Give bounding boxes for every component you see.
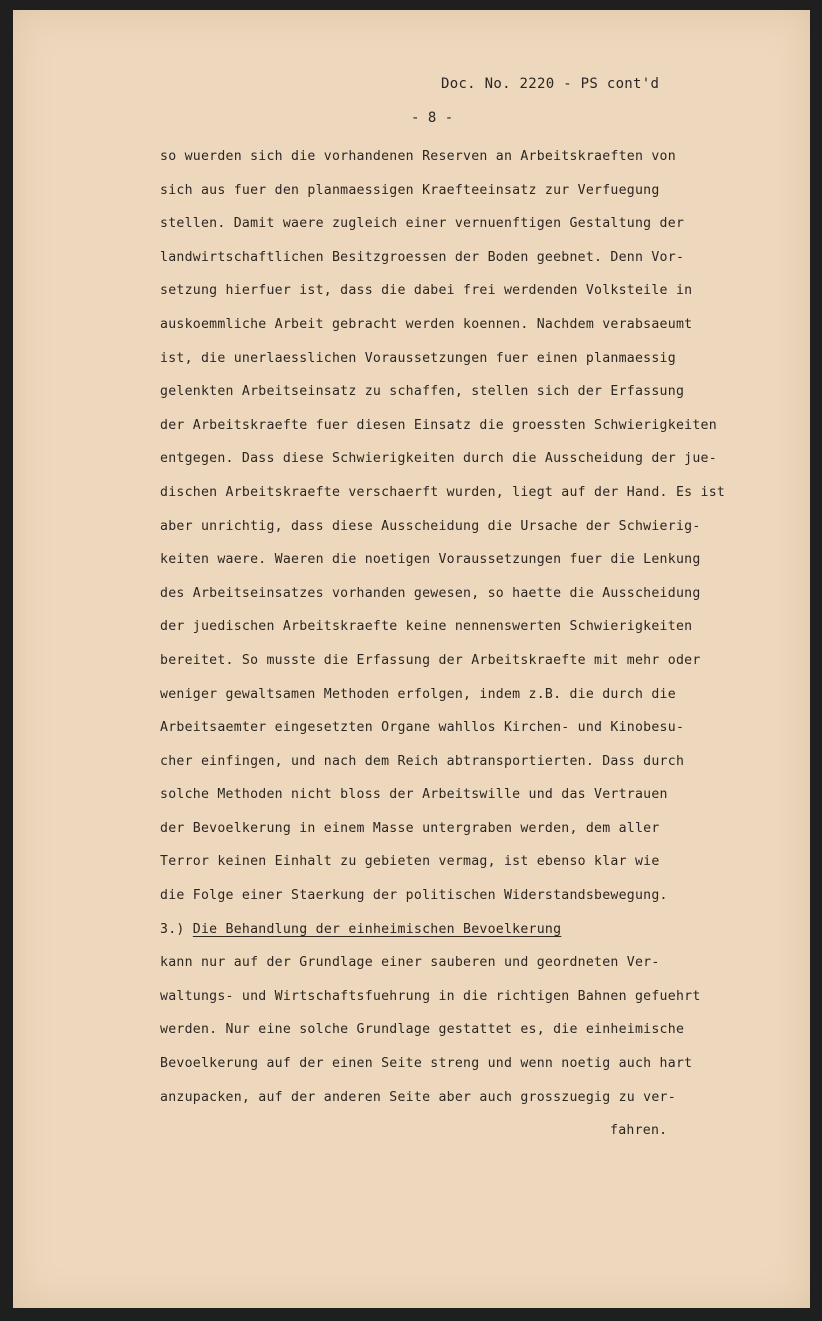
text-line: keiten waere. Waeren die noetigen Voraussetzungen fuer die Lenkung xyxy=(160,552,701,568)
text-line: der Bevoelkerung in einem Masse untergraben werden, dem aller xyxy=(160,820,660,836)
text-line: Terror keinen Einhalt zu gebieten vermag, ist ebenso klar wie xyxy=(160,854,660,870)
text-line: werden. Nur eine solche Grundlage gestattet es, die einheimische xyxy=(160,1022,685,1038)
text-line: aber unrichtig, dass diese Ausscheidung die Ursache der Schwierig- xyxy=(160,518,701,534)
text-line: anzupacken, auf der anderen Seite aber auch grosszuegig zu ver- xyxy=(160,1089,676,1105)
text-line: der juedischen Arbeitskraefte keine nennenswerten Schwierigkeiten xyxy=(160,619,693,635)
document-page xyxy=(13,10,810,1308)
text-line: bereitet. So musste die Erfassung der Arbeitskraefte mit mehr oder xyxy=(160,652,701,668)
text-line: weniger gewaltsamen Methoden erfolgen, indem z.B. die durch die xyxy=(160,686,676,702)
text-line: cher einfingen, und nach dem Reich abtransportierten. Dass durch xyxy=(160,753,685,769)
text-line: auskoemmliche Arbeit gebracht werden koennen. Nachdem verabsaeumt xyxy=(160,316,693,332)
section-number: 3.) xyxy=(160,921,185,937)
document-body xyxy=(160,140,760,1148)
text-line: entgegen. Dass diese Schwierigkeiten durch die Ausscheidung der jue- xyxy=(160,451,717,467)
section-heading xyxy=(160,913,760,947)
text-line: so wuerden sich die vorhandenen Reserven an Arbeitskraeften von xyxy=(160,149,676,164)
text-line: Bevoelkerung auf der einen Seite streng und wenn noetig auch hart xyxy=(160,1056,693,1072)
text-line: der Arbeitskraefte fuer diesen Einsatz die groessten Schwierigkeiten xyxy=(160,417,717,433)
text-line: waltungs- und Wirtschaftsfuehrung in die richtigen Bahnen gefuehrt xyxy=(160,988,701,1004)
text-line: ist, die unerlaesslichen Voraussetzungen fuer einen planmaessig xyxy=(160,350,676,366)
text-line: setzung hierfuer ist, dass die dabei frei werdenden Volksteile in xyxy=(160,283,693,299)
closing-word: fahren. xyxy=(610,1123,668,1139)
text-line: Arbeitsaemter eingesetzten Organe wahllos Kirchen- und Kinobesu- xyxy=(160,720,685,736)
text-line: die Folge einer Staerkung der politischen Widerstandsbewegung. xyxy=(160,888,668,904)
text-line: des Arbeitseinsatzes vorhanden gewesen, so haette die Ausscheidung xyxy=(160,585,701,601)
text-line: dischen Arbeitskraefte verschaerft wurden, liegt auf der Hand. Es ist xyxy=(160,484,726,500)
text-line: solche Methoden nicht bloss der Arbeitswille und das Vertrauen xyxy=(160,787,668,803)
text-line: gelenkten Arbeitseinsatz zu schaffen, stellen sich der Erfassung xyxy=(160,384,685,400)
text-line: stellen. Damit waere zugleich einer vernuenftigen Gestaltung der xyxy=(160,216,685,232)
page-number: - 8 - xyxy=(411,110,454,126)
text-line: kann nur auf der Grundlage einer sauberen und geordneten Ver- xyxy=(160,955,660,971)
text-line: sich aus fuer den planmaessigen Kraefteeinsatz zur Verfuegung xyxy=(160,182,660,198)
document-reference: Doc. No. 2220 - PS cont'd xyxy=(441,76,660,92)
section-title: Die Behandlung der einheimischen Bevoelkerung xyxy=(192,921,562,937)
text-line: landwirtschaftlichen Besitzgroessen der Boden geebnet. Denn Vor- xyxy=(160,249,685,265)
